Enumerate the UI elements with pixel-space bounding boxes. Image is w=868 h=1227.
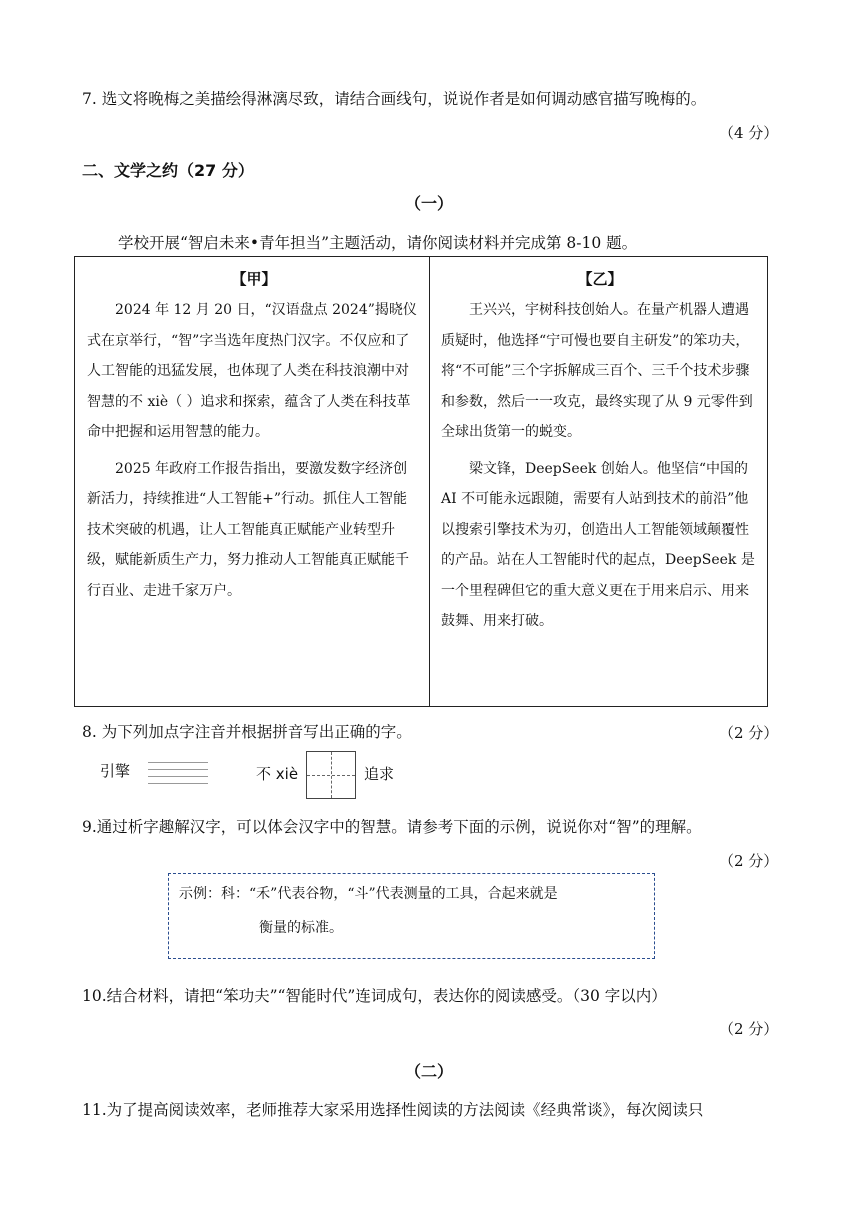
section-intro: 学校开展“智启未来•青年担当”主题活动，请你阅读材料并完成第 8-10 题。 [118,234,638,252]
answer-lines [148,760,208,790]
material-jia-paragraph-2: 2025 年政府工作报告指出，要激发数字经济创新活力，持续推进“人工智能+”行动。抓住人工智能技术突破的机遇，让人工智能真正赋能产业转型升级，赋能新质生产力，努力推动人工智能真正赋能千行百业、走进千家万户。 [87,460,409,599]
part-1-heading: （一） [405,194,454,213]
question-10-score: （2 分） [719,1020,779,1038]
pinyin-word-2-suffix: 追求 [364,765,395,783]
example-line-1: 示例：科：“禾”代表谷物，“斗”代表测量的工具，合起来就是 [179,886,558,902]
material-yi-paragraph-1: 王兴兴，宇树科技创始人。在量产机器人遭遇质疑时，他选择“宁可慢也要自主研发”的笨功夫，将“不可能”三个字拆解成三百个、三千个技术步骤和参数，然后一一攻克，最终实现了从 9 元零件到全球出货第一的蜕变。 [441,302,753,440]
material-jia-heading: 【甲】 [231,270,277,288]
column-divider [429,257,430,706]
example-box [168,873,655,959]
question-9-text: 9.通过析字趣解汉字，可以体会汉字中的智慧。请参考下面的示例，说说你对“智”的理解。 [82,818,702,836]
grid-vertical-guide [331,752,332,798]
material-yi-heading: 【乙】 [577,270,623,288]
material-jia [87,257,421,706]
question-10-text: 10.结合材料，请把“笨功夫”“智能时代”连词成句，表达你的阅读感受。（30 字以内） [82,987,667,1005]
question-11-text: 11.为了提高阅读效率，老师推荐大家采用选择性阅读的方法阅读《经典常谈》，每次阅读只 [82,1101,704,1119]
material-yi [441,257,759,706]
question-8-text: 8. 为下列加点字注音并根据拼音写出正确的字。 [82,723,412,741]
pinyin-word-1: 引擎 [100,762,131,780]
material-yi-paragraph-2: 梁文锋，DeepSeek 创始人。他坚信“中国的 AI 不可能永远跟随，需要有人站到技术的前沿”他以搜索引擎技术为刃，创造出人工智能领域颠覆性的产品。站在人工智能时代的起点，DeepSeek 是一个里程碑但它的重大意义更在于用来启示、用来鼓舞、用来打破。 [441,460,755,629]
character-writing-grid [306,751,356,799]
question-7-score: （4 分） [719,124,779,142]
part-2-heading: （二） [405,1062,454,1081]
question-7-text: 7. 选文将晚梅之美描绘得淋漓尽致，请结合画线句，说说作者是如何调动感官描写晚梅的。 [82,90,707,108]
section-2-title: 二、文学之约（27 分） [82,161,254,180]
materials-table [74,256,768,707]
question-8-score: （2 分） [719,724,779,742]
question-9-score: （2 分） [719,852,779,870]
material-jia-paragraph-1: 2024 年 12 月 20 日，“汉语盘点 2024”揭晓仪式在京举行，“智”字当选年度热门汉字。不仅应和了人工智能的迅猛发展，也体现了人类在科技浪潮中对智慧的不 xiè（ ）追求和探索，蕴含了人类在科技革命中把握和运用智慧的能力。 [87,302,417,440]
example-line-2: 衡量的标准。 [259,920,343,936]
pinyin-word-2-prefix: 不 xiè [256,765,299,783]
